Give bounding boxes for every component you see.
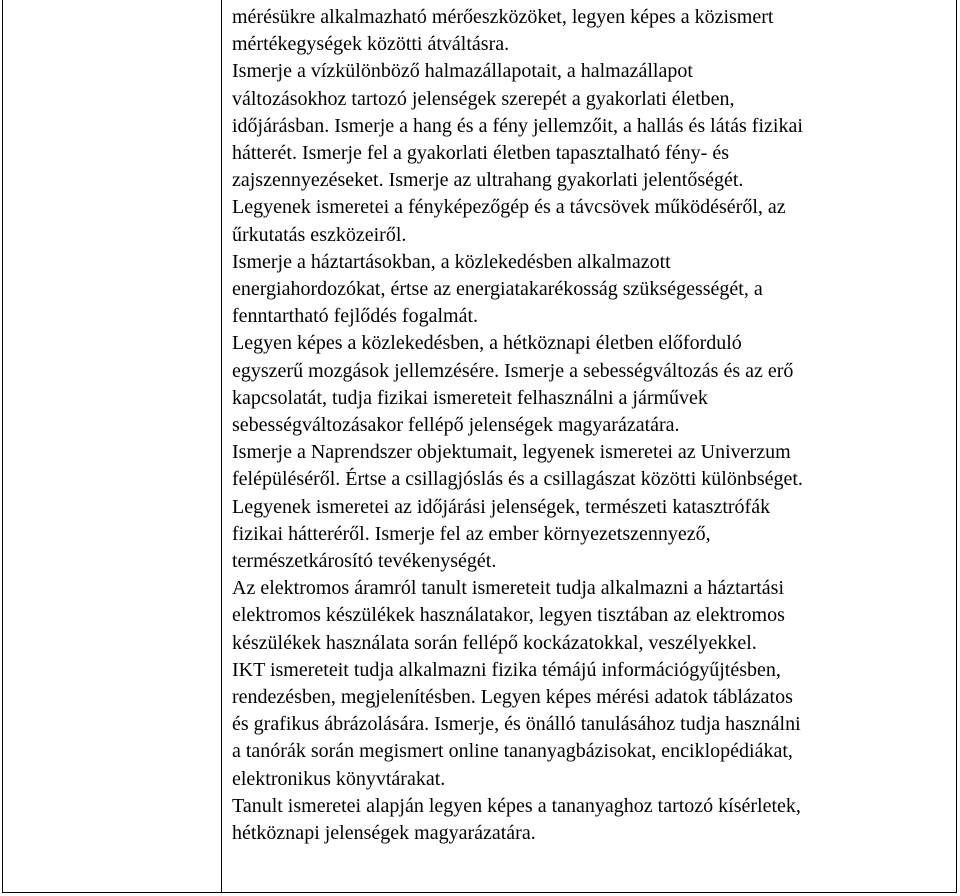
text-line: a tanórák során megismert online tananyagbázisokat, enciklopédiákat, [232, 740, 793, 763]
text-line: fizikai hátteréről. Ismerje fel az ember környezetszennyező, [232, 522, 711, 545]
text-line: felépüléséről. Értse a csillagjóslás és a csillagászat közötti különbséget. [232, 468, 803, 491]
paragraph-ict [232, 657, 946, 793]
paragraph-electricity [232, 575, 946, 657]
paragraph-motion [232, 330, 946, 439]
text-line: készülékek használata során fellépő kockázatokkal, veszélyekkel. [232, 631, 757, 654]
paragraph-solar-system [232, 439, 946, 575]
paragraph-experiments [232, 793, 946, 847]
text-line: űrkutatás eszközeiről. [232, 223, 407, 246]
text-line: elektronikus könyvtárakat. [232, 767, 446, 790]
paragraph-energy [232, 249, 946, 331]
text-line: IKT ismereteit tudja alkalmazni fizika témájú információgyűjtésben, [232, 658, 781, 681]
text-line: Ismerje a Naprendszer objektumait, legyenek ismeretei az Univerzum [232, 441, 791, 464]
text-line: Ismerje a háztartásokban, a közlekedésben alkalmazott [232, 250, 671, 273]
document-table [2, 0, 957, 893]
text-cell [222, 0, 956, 892]
text-line: Az elektromos áramról tanult ismereteit tudja alkalmazni a háztartási [232, 577, 785, 600]
text-line: fenntartható fejlődés fogalmát. [232, 305, 479, 328]
text-line: változásokhoz tartozó jelenségek szerepét a gyakorlati életben, [232, 87, 735, 110]
empty-left-cell [3, 0, 222, 892]
text-line: rendezésben, megjelenítésben. Legyen képes mérési adatok táblázatos [232, 686, 793, 709]
text-line: hétköznapi jelenségek magyarázatára. [232, 822, 536, 845]
text-line: mértékegységek közötti átváltásra. [232, 33, 510, 56]
text-line: hátterét. Ismerje fel a gyakorlati életben tapasztalható fény- és [232, 142, 729, 165]
text-line: mérésükre alkalmazható mérőeszközöket, legyen képes a közismert [232, 6, 774, 28]
text-line: elektromos készülékek használatakor, legyen tisztában az elektromos [232, 604, 785, 627]
paragraph-measurement [232, 4, 946, 58]
text-line: Legyen képes a közlekedésben, a hétköznapi életben előforduló [232, 332, 742, 355]
text-line: Tanult ismeretei alapján legyen képes a tananyaghoz tartozó kísérletek, [232, 794, 801, 817]
text-line: természetkárosító tevékenységét. [232, 550, 497, 573]
text-line: kapcsolatát, tudja fizikai ismereteit felhasználni a járművek [232, 386, 708, 409]
text-line: zajszennyezéseket. Ismerje az ultrahang gyakorlati jelentőségét. [232, 169, 744, 192]
text-line: energiahordozókat, értse az energiatakarékosság szükségességét, a [232, 278, 763, 301]
text-line: Legyenek ismeretei a fényképezőgép és a távcsövek működéséről, az [232, 196, 786, 219]
text-line: és grafikus ábrázolására. Ismerje, és önálló tanulásához tudja használni [232, 713, 801, 736]
text-line: Legyenek ismeretei az időjárási jelenségek, természeti katasztrófák [232, 495, 771, 518]
text-line: sebességváltozásakor fellépő jelenségek magyarázatára. [232, 414, 680, 437]
text-line: időjárásban. Ismerje a hang és a fény jellemzőit, a hallás és látás fizikai [232, 114, 803, 137]
text-line: egyszerű mozgások jellemzésére. Ismerje a sebességváltozás és az erő [232, 359, 794, 382]
text-line: Ismerje a vízkülönböző halmazállapotait, a halmazállapot [232, 60, 693, 83]
paragraph-states-of-matter [232, 58, 946, 248]
